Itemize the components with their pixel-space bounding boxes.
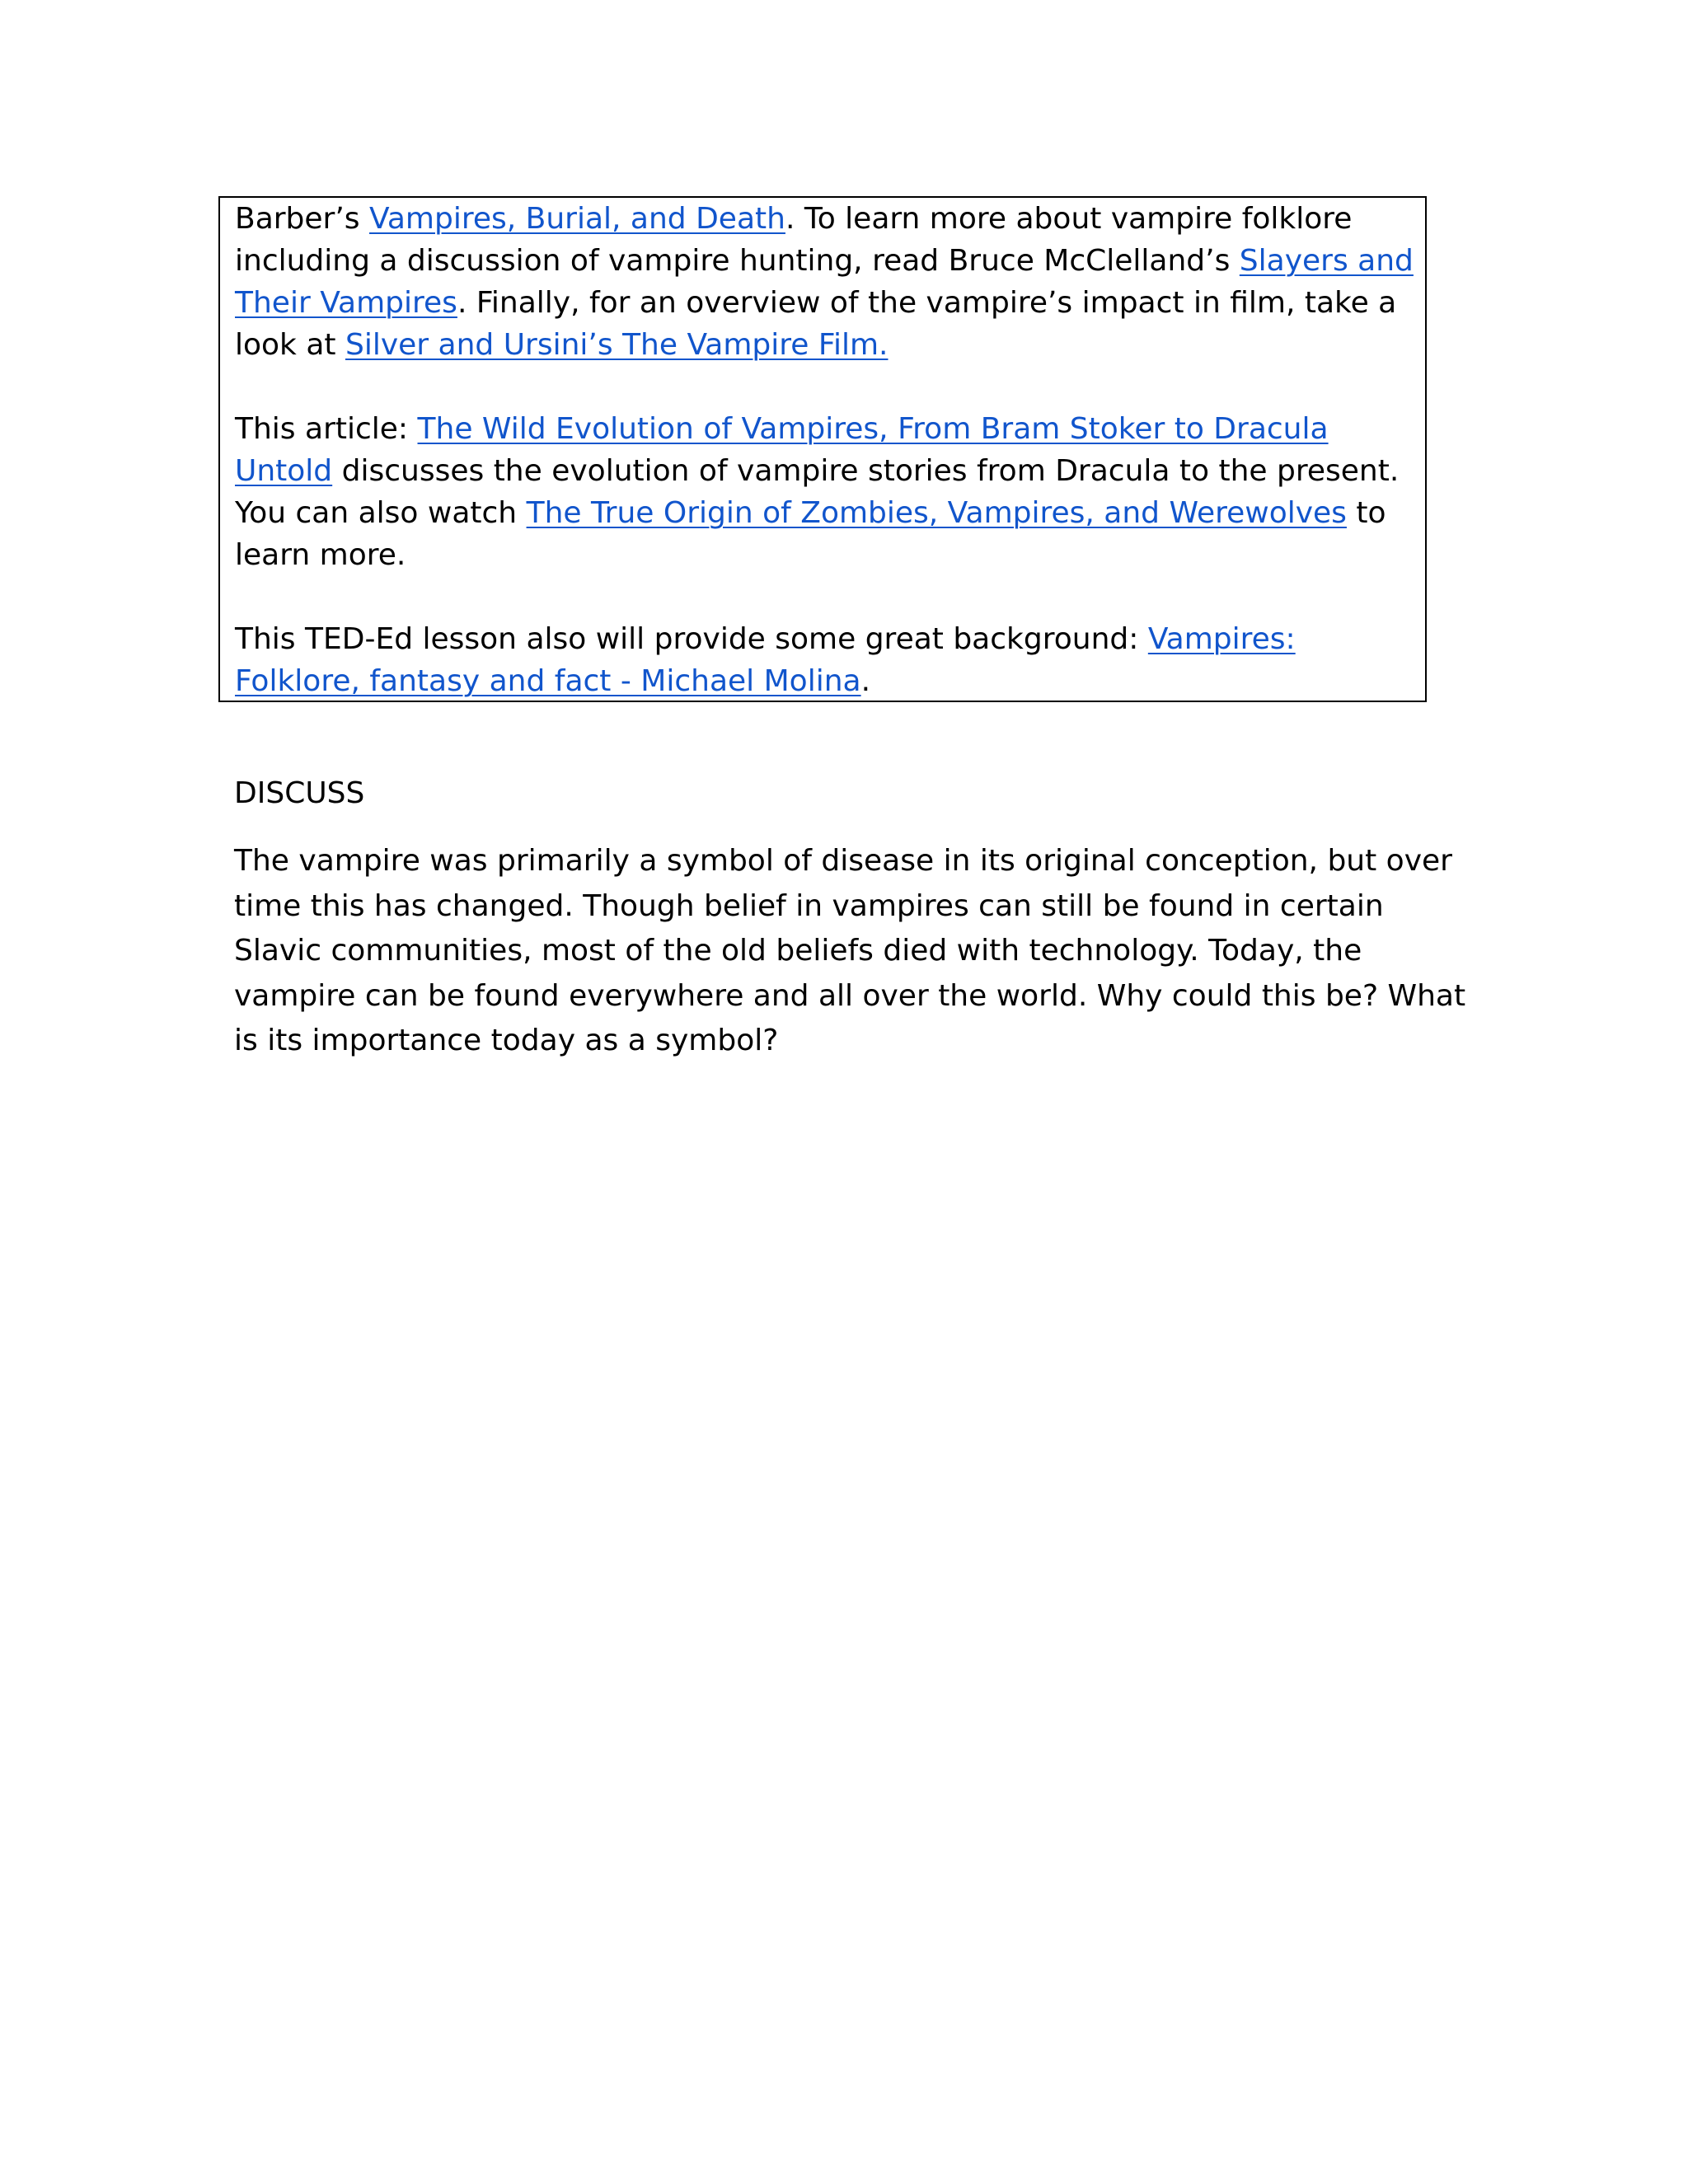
link-slayers-and-their-vampires[interactable]: Slayers and Their Vampires	[235, 244, 1414, 320]
text-span: . To learn more about vampire folklore including a discussion of vampire hunting, read Bruce McClelland’s	[235, 202, 1353, 278]
resources-paragraph-books	[235, 198, 1418, 366]
text-span: to learn more.	[235, 496, 1386, 572]
resources-box	[218, 196, 1427, 702]
link-wild-evolution-of-vampires[interactable]: The Wild Evolution of Vampires, From Bram Stoker to Dracula Untold	[235, 412, 1329, 488]
text-span: .	[860, 664, 871, 698]
link-vampires-folklore-fantasy-fact[interactable]: Vampires: Folklore, fantasy and fact - Michael Molina	[235, 622, 1296, 698]
discuss-heading: DISCUSS	[234, 776, 365, 810]
text-span: discusses the evolution of vampire stories from Dracula to the present. You can also watch	[235, 454, 1400, 530]
text-span: . Finally, for an overview of the vampire’s impact in film, take a look at	[235, 286, 1397, 362]
link-the-vampire-film[interactable]: Silver and Ursini’s The Vampire Film.	[345, 328, 889, 362]
resources-paragraph-article	[235, 408, 1418, 576]
text-span: This TED-Ed lesson also will provide some great background:	[235, 622, 1148, 656]
text-span: This article:	[235, 412, 418, 446]
text-span: Barber’s	[235, 202, 370, 236]
link-vampires-burial-death[interactable]: Vampires, Burial, and Death	[369, 202, 785, 236]
discuss-paragraph: The vampire was primarily a symbol of disease in its original conception, but over time this has changed. Though belief in vampires can still be found in certain Slavic communities, most of the old beliefs died with technology. Today, the vampire can be found everywhere and all over the world. Why could this be? What is its importance today as a symbol?	[234, 844, 1466, 1057]
resources-paragraph-ted-ed	[235, 618, 1418, 702]
link-true-origin-zombies-vampires-werewolves[interactable]: The True Origin of Zombies, Vampires, and Werewolves	[526, 496, 1347, 530]
